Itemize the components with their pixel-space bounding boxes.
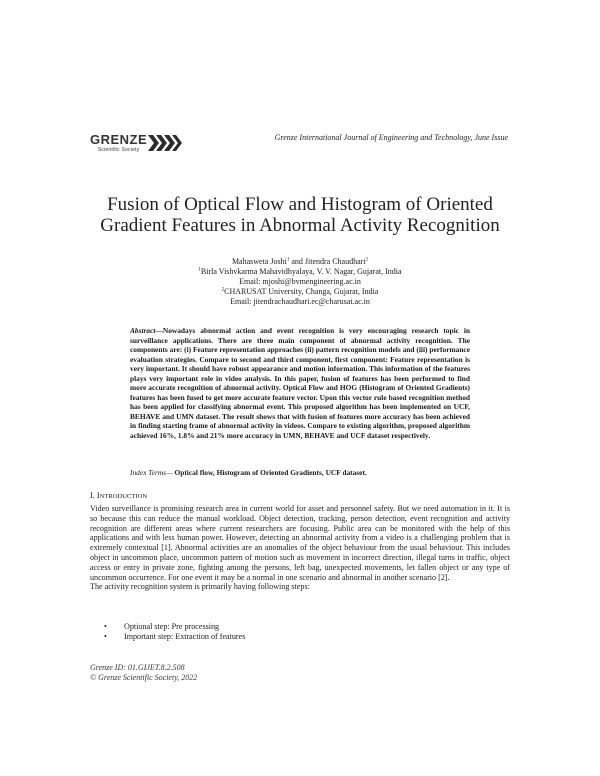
index-terms xyxy=(130,468,470,477)
affiliation-2 xyxy=(60,287,540,297)
author-1: Mahasweta Joshi xyxy=(231,257,287,266)
logo-wordmark: GRENZE xyxy=(90,132,148,147)
title-line-1: Fusion of Optical Flow and Histogram of Oriented xyxy=(107,194,493,215)
affiliation-1-text: Birla Vishvkarma Mahavidhyalaya, V. V. Nagar, Gujarat, India xyxy=(200,267,402,276)
intro-paragraph: Video surveillance is promising research area in current world for asset and personnel safety. But we need automation in it. It is so because this can reduce the manual workload. Object detection, tracking, person detection, event recognition and activity recognition are different areas where current researchers are focusing. Public area can be monitored with the help of this applications and with less human power. However, detecting an abnormal activity from a video is a challenging problem that is extremely contextual [1]. Abnormal activities are an anomalies of the object behaviour from the usual behaviour. This includes object in uncommon place, uncommon pattern of motion such as movement in incorrect direction, illegal turns in traffic, object access or entry in private zone, fighting among the persons, left bag, unexpected movements, let fallen object or any type of uncommon occurrence. For one event it may be a normal in one scenario and abnormal in another scenario [2]. xyxy=(90,504,510,582)
author-1-sup: 1 xyxy=(286,257,290,263)
affiliation-2-sup: 2 xyxy=(221,287,225,293)
page-footer xyxy=(90,663,197,682)
copyright: © Grenze Scientific Society, 2022 xyxy=(90,672,198,682)
email-1: Email: mjoshi@bvmengineering.ac.in xyxy=(239,277,361,286)
abstract-lead: Abstract— xyxy=(130,326,163,335)
steps-list xyxy=(104,622,245,642)
author-2-sup: 2 xyxy=(365,257,369,263)
email-2: Email: jitendrachaudhari.ec@charusat.ac.in xyxy=(230,297,370,306)
journal-header: Grenze International Journal of Engineering and Technology, June Issue xyxy=(274,133,508,142)
author-names xyxy=(60,257,540,267)
index-terms-lead: Index Terms— xyxy=(130,468,173,477)
abstract xyxy=(130,326,470,441)
publisher-logo xyxy=(90,133,182,153)
abstract-text: Nowadays abnormal action and event recognition is very encouraging research topic in surveillance applications. There are three main component of abnormal activity recognition. The components are: (i) Feature representation approaches (ii) pattern recognition models and (iii) performance evaluation strategies. Compare to second and third component, first component: Feature representation is very important. It should have robust appearance and motion information. This information of the features plays very important role in video analysis. In this paper, fusion of features has been performed to find more accurate recognition of abnormal activity. Optical Flow and HOG (Histogram of Oriented Gradients) features has been fused to get more accurate feature vector. Upon this vector rule based recognition method has been applied for classifying abnormal event. This proposed algorithm has been implemented on UCF, BEHAVE and UMN dataset. The result shows that with fusion of features more accuracy has been achieved in finding starting frame of abnormal activity in videos. Compare to existing algorithm, proposed algorithm achieved 16%, 1.8% and 21% more accuracy in UMN, BEHAVE and UCF dataset respectively. xyxy=(130,326,470,441)
paper-title xyxy=(60,194,540,236)
bullet-icon: • xyxy=(104,622,107,631)
body-text xyxy=(90,504,510,592)
author-block xyxy=(60,257,540,307)
index-terms-text: Optical flow, Histogram of Oriented Gradients, UCF dataset. xyxy=(172,468,367,477)
section-first-letter: I xyxy=(96,491,100,500)
affiliation-1-sup: 1 xyxy=(198,267,201,273)
logo-subtitle: Scientific Society xyxy=(97,147,140,153)
title-line-2: Gradient Features in Abnormal Activity Recognition xyxy=(100,215,500,236)
affiliation-1 xyxy=(60,267,540,277)
bullet-icon: • xyxy=(104,631,107,641)
section-heading xyxy=(90,491,147,500)
author-and: and xyxy=(289,257,305,266)
affiliation-2-text: CHARUSAT University, Changa, Gujarat, India xyxy=(224,287,379,296)
list-item xyxy=(104,632,245,642)
list-item-text: Important step: Extraction of features xyxy=(124,631,246,641)
steps-intro: The activity recognition system is primarily having following steps: xyxy=(90,582,310,592)
section-rest: NTRODUCTION xyxy=(99,493,148,500)
section-number: I. xyxy=(90,491,97,500)
logo-chevrons-icon xyxy=(148,133,182,153)
list-item-text: Optional step: Pre processing xyxy=(124,622,220,631)
author-2: Jitendra Chaudhari xyxy=(304,257,366,266)
grenze-id: Grenze ID: 01.GIJET.8.2.508 xyxy=(90,663,185,672)
list-item xyxy=(104,622,245,632)
